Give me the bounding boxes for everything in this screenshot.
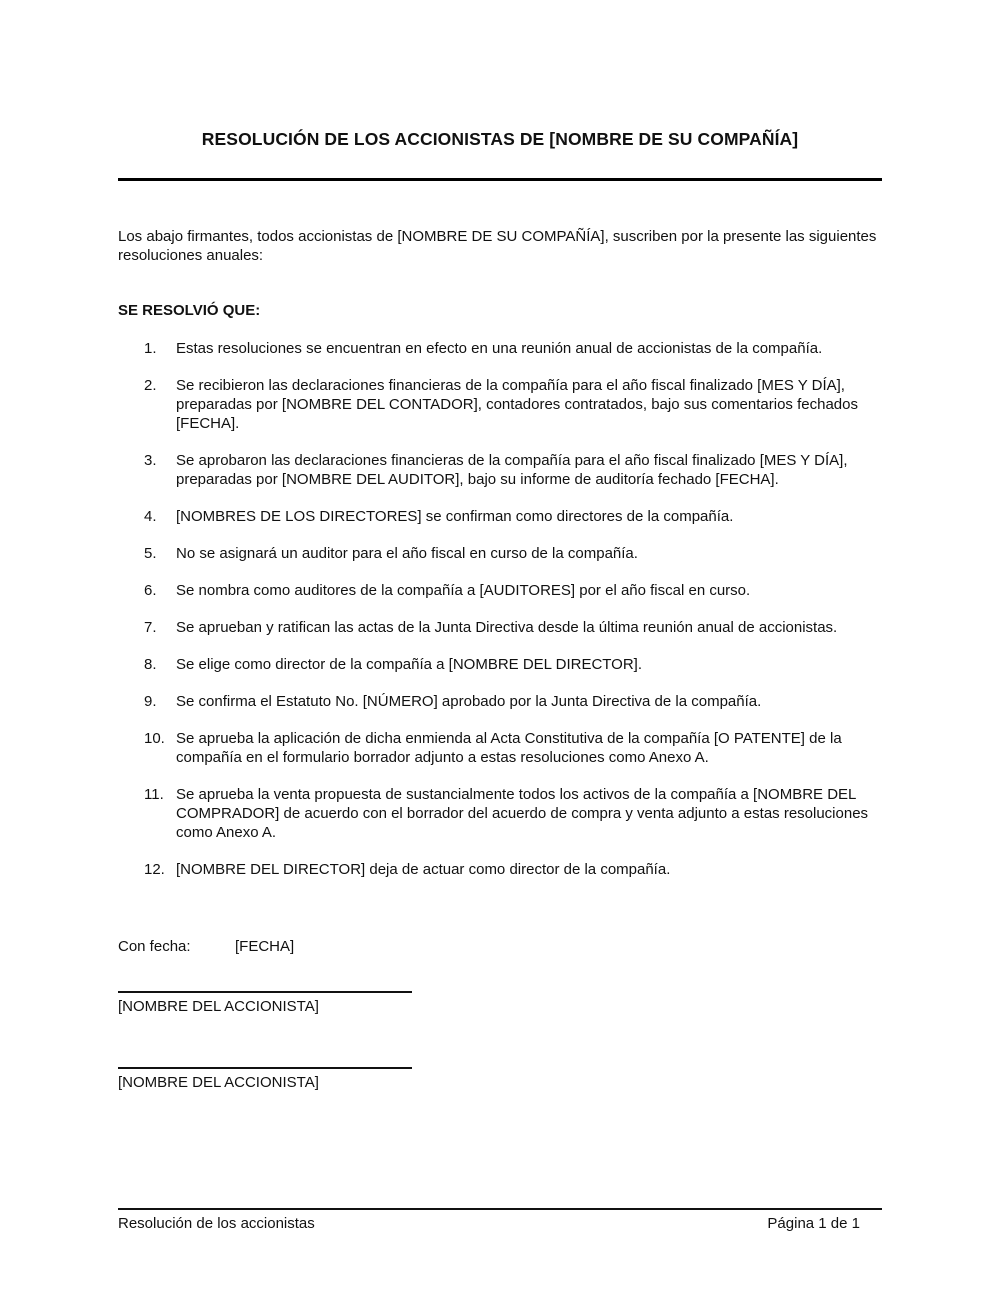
list-item <box>118 692 882 711</box>
signatory-name: [NOMBRE DEL ACCIONISTA] <box>118 997 319 1015</box>
resolved-heading: SE RESOLVIÓ QUE: <box>118 302 261 319</box>
item-number: 8. <box>144 656 157 673</box>
item-number: 4. <box>144 508 157 525</box>
date-value: [FECHA] <box>235 938 295 955</box>
signature-block <box>118 1067 412 1091</box>
item-text: Se aprueban y ratifican las actas de la Junta Directiva desde la última reunión anual de accionistas. <box>176 619 838 636</box>
item-number: 9. <box>144 693 157 710</box>
item-text: [NOMBRES DE LOS DIRECTORES] se confirman como directores de la compañía. <box>176 508 734 525</box>
item-number: 3. <box>144 452 157 469</box>
date-label: Con fecha: <box>118 938 191 955</box>
item-text: Se elige como director de la compañía a [NOMBRE DEL DIRECTOR]. <box>176 656 643 673</box>
item-number: 11. <box>144 786 164 803</box>
list-item <box>118 729 882 767</box>
item-number: 6. <box>144 582 157 599</box>
date-row <box>118 938 294 955</box>
signature-line <box>118 991 412 993</box>
footer-divider <box>118 1208 882 1210</box>
item-text: Se aprueba la aplicación de dicha enmienda al Acta Constitutiva de la compañía [O PATENTE] de la compañía en el formulario borrador adjunto a estas resoluciones como Anexo A. <box>176 730 842 766</box>
item-number: 5. <box>144 545 157 562</box>
item-text: No se asignará un auditor para el año fiscal en curso de la compañía. <box>176 545 638 562</box>
item-number: 1. <box>144 340 157 357</box>
item-number: 10. <box>144 730 165 747</box>
document-title: RESOLUCIÓN DE LOS ACCIONISTAS DE [NOMBRE DE SU COMPAÑÍA] <box>201 129 799 149</box>
item-text: Se recibieron las declaraciones financieras de la compañía para el año fiscal finalizado [MES Y DÍA], preparadas por [NOMBRE DEL CONTADOR], contadores contratados, bajo sus comentarios fechados [FECHA]. <box>176 377 858 432</box>
item-text: Se nombra como auditores de la compañía a [AUDITORES] por el año fiscal en curso. <box>176 582 751 599</box>
list-item <box>118 339 882 358</box>
item-number: 12. <box>144 861 165 878</box>
item-number: 2. <box>144 377 157 394</box>
document-page <box>118 0 882 1290</box>
item-number: 7. <box>144 619 157 636</box>
item-text: [NOMBRE DEL DIRECTOR] deja de actuar como director de la compañía. <box>176 861 671 878</box>
list-item <box>118 544 882 563</box>
list-item <box>118 655 882 674</box>
list-item <box>118 618 882 637</box>
list-item <box>118 451 882 489</box>
resolutions-list <box>118 339 882 897</box>
page-footer <box>118 1215 860 1232</box>
footer-document-name: Resolución de los accionistas <box>118 1215 315 1232</box>
item-text: Se aprobaron las declaraciones financieras de la compañía para el año fiscal finalizado [MES Y DÍA], preparadas por [NOMBRE DEL AUDITOR], bajo su informe de auditoría fechado [FECHA]. <box>176 452 848 488</box>
signatory-name: [NOMBRE DEL ACCIONISTA] <box>118 1073 319 1091</box>
list-item <box>118 376 882 433</box>
list-item <box>118 785 882 842</box>
list-item <box>118 860 882 879</box>
item-text: Se aprueba la venta propuesta de sustancialmente todos los activos de la compañía a [NOMBRE DEL COMPRADOR] de acuerdo con el borrador del acuerdo de compra y venta adjunto a estas resoluciones como Anexo A. <box>176 786 869 841</box>
intro-paragraph: Los abajo firmantes, todos accionistas de [NOMBRE DE SU COMPAÑÍA], suscriben por la presente las siguientes resoluciones anuales: <box>118 228 877 264</box>
signature-line <box>118 1067 412 1069</box>
list-item <box>118 581 882 600</box>
page-number: Página 1 de 1 <box>767 1215 860 1232</box>
signature-block <box>118 991 412 1015</box>
list-item <box>118 507 882 526</box>
title-divider <box>118 178 882 181</box>
item-text: Se confirma el Estatuto No. [NÚMERO] aprobado por la Junta Directiva de la compañía. <box>176 693 762 710</box>
item-text: Estas resoluciones se encuentran en efecto en una reunión anual de accionistas de la compañía. <box>176 340 823 357</box>
